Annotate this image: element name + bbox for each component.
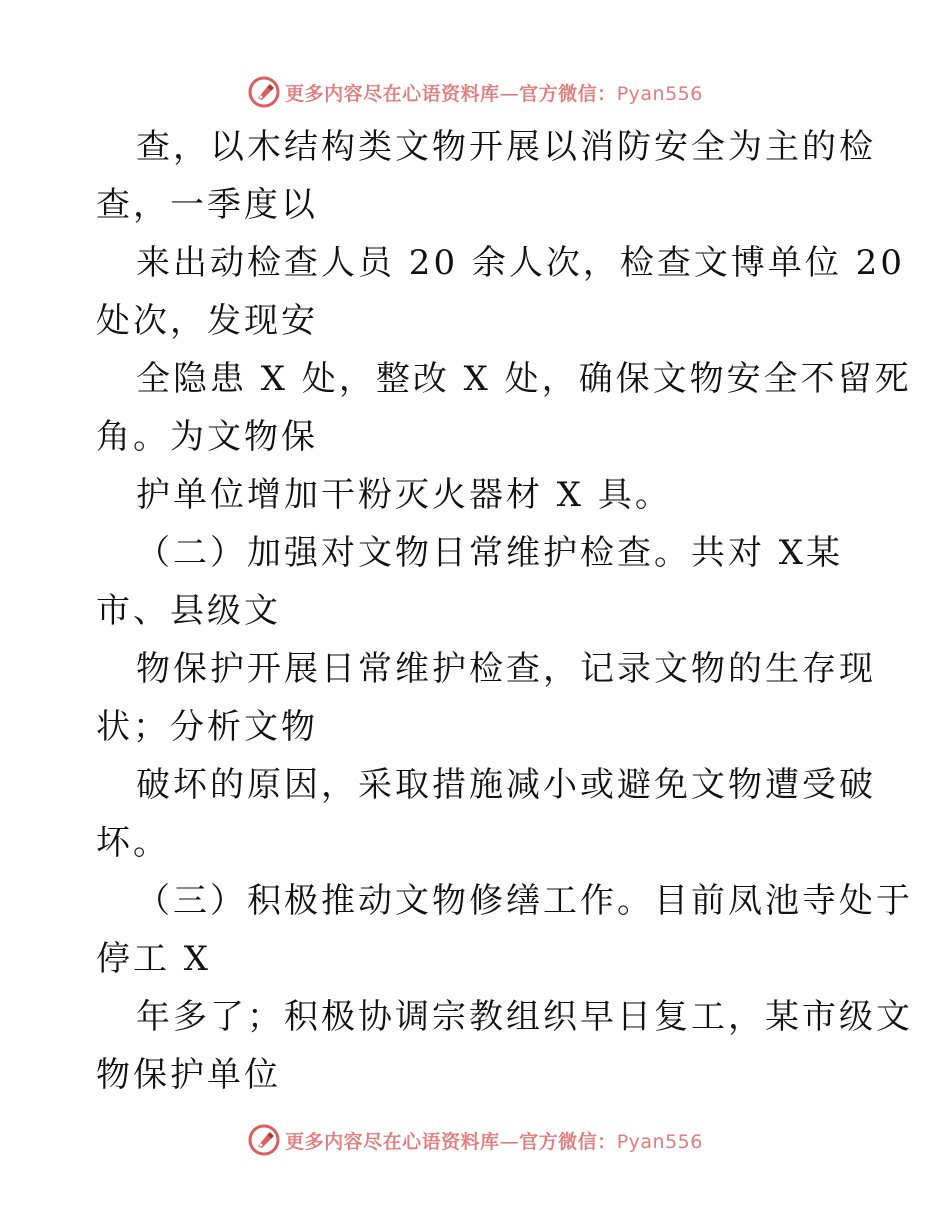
text-line: 年多了；积极协调宗教组织早日复工，某市级文: [136, 997, 913, 1037]
text-line: 停工 X: [96, 939, 212, 979]
text-line: 全隐患 X 处，整改 X 处，确保文物安全不留死: [136, 359, 912, 399]
footer-banner: [0, 1120, 950, 1160]
footer-wechat-label: 官方微信：: [519, 1130, 617, 1153]
header-wechat-label: 官方微信：: [519, 82, 617, 105]
header-wechat-id: Pyan556: [616, 82, 703, 105]
text-line: 物保护单位: [96, 1055, 281, 1095]
text-line: 坏。: [96, 823, 170, 863]
header-separator: —: [499, 82, 520, 105]
footer-banner-text: [285, 1127, 703, 1154]
text-line: 市、县级文: [96, 591, 281, 631]
pen-nib-circle-icon: [247, 1123, 281, 1157]
footer-wechat-id: Pyan556: [616, 1130, 703, 1153]
footer-separator: —: [499, 1130, 520, 1153]
section-heading-2: （二）加强对文物日常维护检查。共对 X某: [136, 533, 844, 573]
text-line: 状；分析文物: [96, 707, 318, 747]
text-line: 处次，发现安: [96, 301, 318, 341]
text-line: 查，以木结构类文物开展以消防安全为主的检: [136, 127, 876, 167]
text-line: 物保护开展日常维护检查，记录文物的生存现: [136, 649, 876, 689]
header-site-text: 更多内容尽在心语资料库: [285, 82, 500, 105]
text-line: 破坏的原因，采取措施减小或避免文物遭受破: [136, 765, 876, 805]
pen-nib-circle-icon: [247, 75, 281, 109]
text-line: 查，一季度以: [96, 185, 318, 225]
text-line: 护单位增加干粉灭火器材 X 具。: [136, 475, 672, 515]
section-heading-3: （三）积极推动文物修缮工作。目前凤池寺处于: [136, 881, 913, 921]
document-body: [96, 118, 913, 1104]
header-banner-text: [285, 79, 703, 106]
text-line: 角。为文物保: [96, 417, 318, 457]
header-banner: [0, 72, 950, 112]
footer-site-text: 更多内容尽在心语资料库: [285, 1130, 500, 1153]
text-line: 来出动检查人员 20 余人次，检查文博单位 20: [136, 243, 905, 283]
